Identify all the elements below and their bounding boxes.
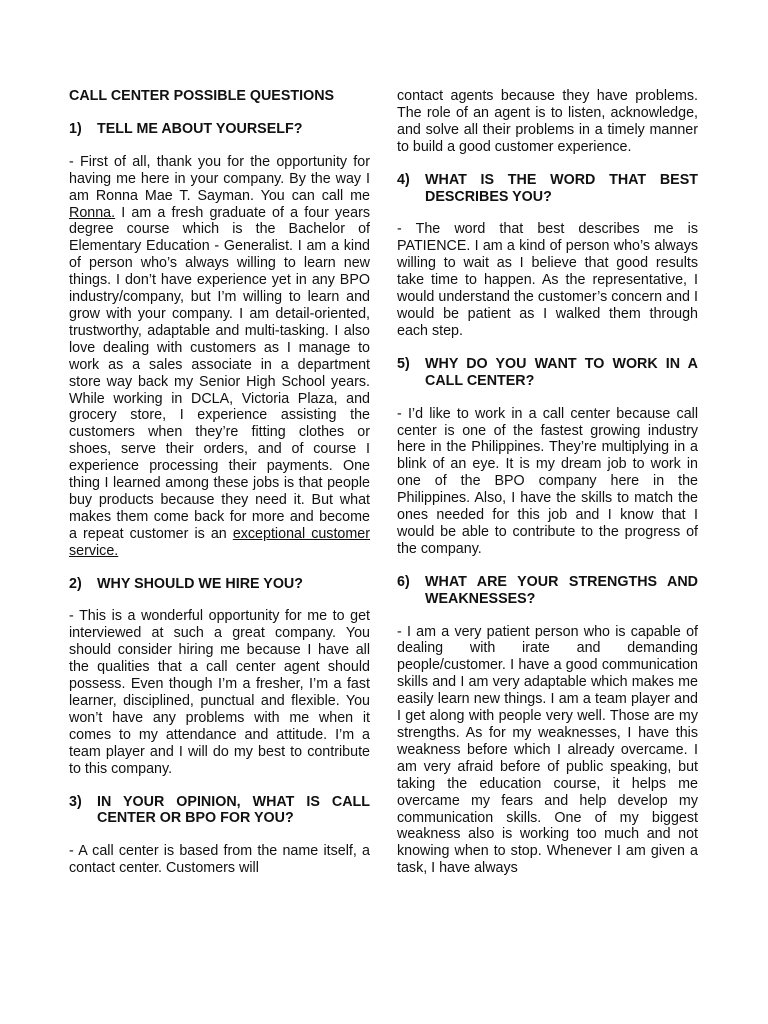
question-6: [397, 574, 698, 608]
question-text: WHAT ARE YOUR STRENGTHS AND WEAKNESSES?: [425, 573, 698, 607]
question-text: WHY DO YOU WANT TO WORK IN A CALL CENTER?: [425, 355, 698, 389]
question-text: TELL ME ABOUT YOURSELF?: [97, 120, 303, 137]
question-3: [69, 794, 370, 828]
answer-4: - The word that best describes me is PATIENCE. I am a kind of person who’s always willing to wait as I believe that good results take time to happen. As the representative, I would understand the customer’s concern and I would be patient as I walked them through each step.: [397, 221, 698, 339]
question-number: 4): [397, 171, 410, 188]
right-column: [397, 88, 698, 893]
answer-6: - I am a very patient person who is capable of dealing with irate and demanding people/customer. I have a good communication skills and I am very adaptable which makes me easily learn new things. I am a team player and I get along with people very well. Those are my strengths. As for my weaknesses, I have this weakness before which I already overcame. I am very afraid before of public speaking, but taking the education course, it helps me overcame my fears and help develop my communication skills. One of my biggest weakness also is working too much and not knowing when to stop. Whenever I am given a task, I have always: [397, 623, 698, 877]
answer-1: [69, 154, 370, 560]
answer-2: - This is a wonderful opportunity for me to get interviewed at such a great company. You should consider hiring me because I have all the qualities that a call center agent should possess. Even though I’m a fresher, I’m a fast learner, disciplined, punctual and flexible. You won’t have any problems with me when it comes to my attendance and attitude. I’m a team player and I will do my best to contribute to this company.: [69, 608, 370, 777]
question-1: [69, 121, 370, 138]
question-number: 5): [397, 355, 410, 372]
answer-3-continued: contact agents because they have problems. The role of an agent is to listen, acknowledge, and solve all their problems in a timely manner to build a good customer experience.: [397, 88, 698, 155]
question-number: 6): [397, 573, 410, 590]
question-5: [397, 356, 698, 390]
answer-1-emphasis: exceptional customer service.: [69, 525, 370, 559]
question-number: 3): [69, 793, 82, 810]
question-4: [397, 172, 698, 206]
answer-5: - I’d like to work in a call center because call center is one of the fastest growing industry here in the Philippines. They’re multiplying in a blink of an eye. It is my dream job to work in one of the BPO company here in the Philippines. Also, I have the skills to match the ones needed for this job and I know that I would be able to contribute to the progress of the company.: [397, 405, 698, 557]
question-number: 1): [69, 120, 82, 137]
question-text: WHY SHOULD WE HIRE YOU?: [97, 575, 303, 592]
question-text: WHAT IS THE WORD THAT BEST DESCRIBES YOU?: [425, 171, 698, 205]
left-column: [69, 88, 370, 893]
question-2: [69, 576, 370, 593]
question-text: IN YOUR OPINION, WHAT IS CALL CENTER OR BPO FOR YOU?: [97, 793, 370, 827]
question-number: 2): [69, 575, 82, 592]
answer-1-part1: - First of all, thank you for the opportunity for having me here in your company. By the way I am Ronna Mae T. Sayman. You can call me: [69, 153, 370, 204]
answer-1-part2: I am a fresh graduate of a four years degree course which is the Bachelor of Elementary Education - Generalist. I am a kind of person who’s always willing to learn new things. I don’t have experience yet in any BPO industry/company, but I’m willing to learn and grow with your company. I am detail-oriented, trustworthy, adaptable and multi-tasking. I also love dealing with customers as I manage to work as a sales associate in a department store way back my Senior High School years. While working in DCLA, Victoria Plaza, and grocery store, I experience assisting the customers when they’re fitting clothes or shoes, serve their orders, and of course I experience processing their payments. One thing I learned among these jobs is that people buy products because they need it. But what makes them come back for more and become a repeat customer is an: [69, 204, 370, 542]
document-title: CALL CENTER POSSIBLE QUESTIONS: [69, 88, 335, 104]
answer-1-name: Ronna.: [69, 204, 116, 221]
answer-3-start: - A call center is based from the name itself, a contact center. Customers will: [69, 843, 370, 877]
